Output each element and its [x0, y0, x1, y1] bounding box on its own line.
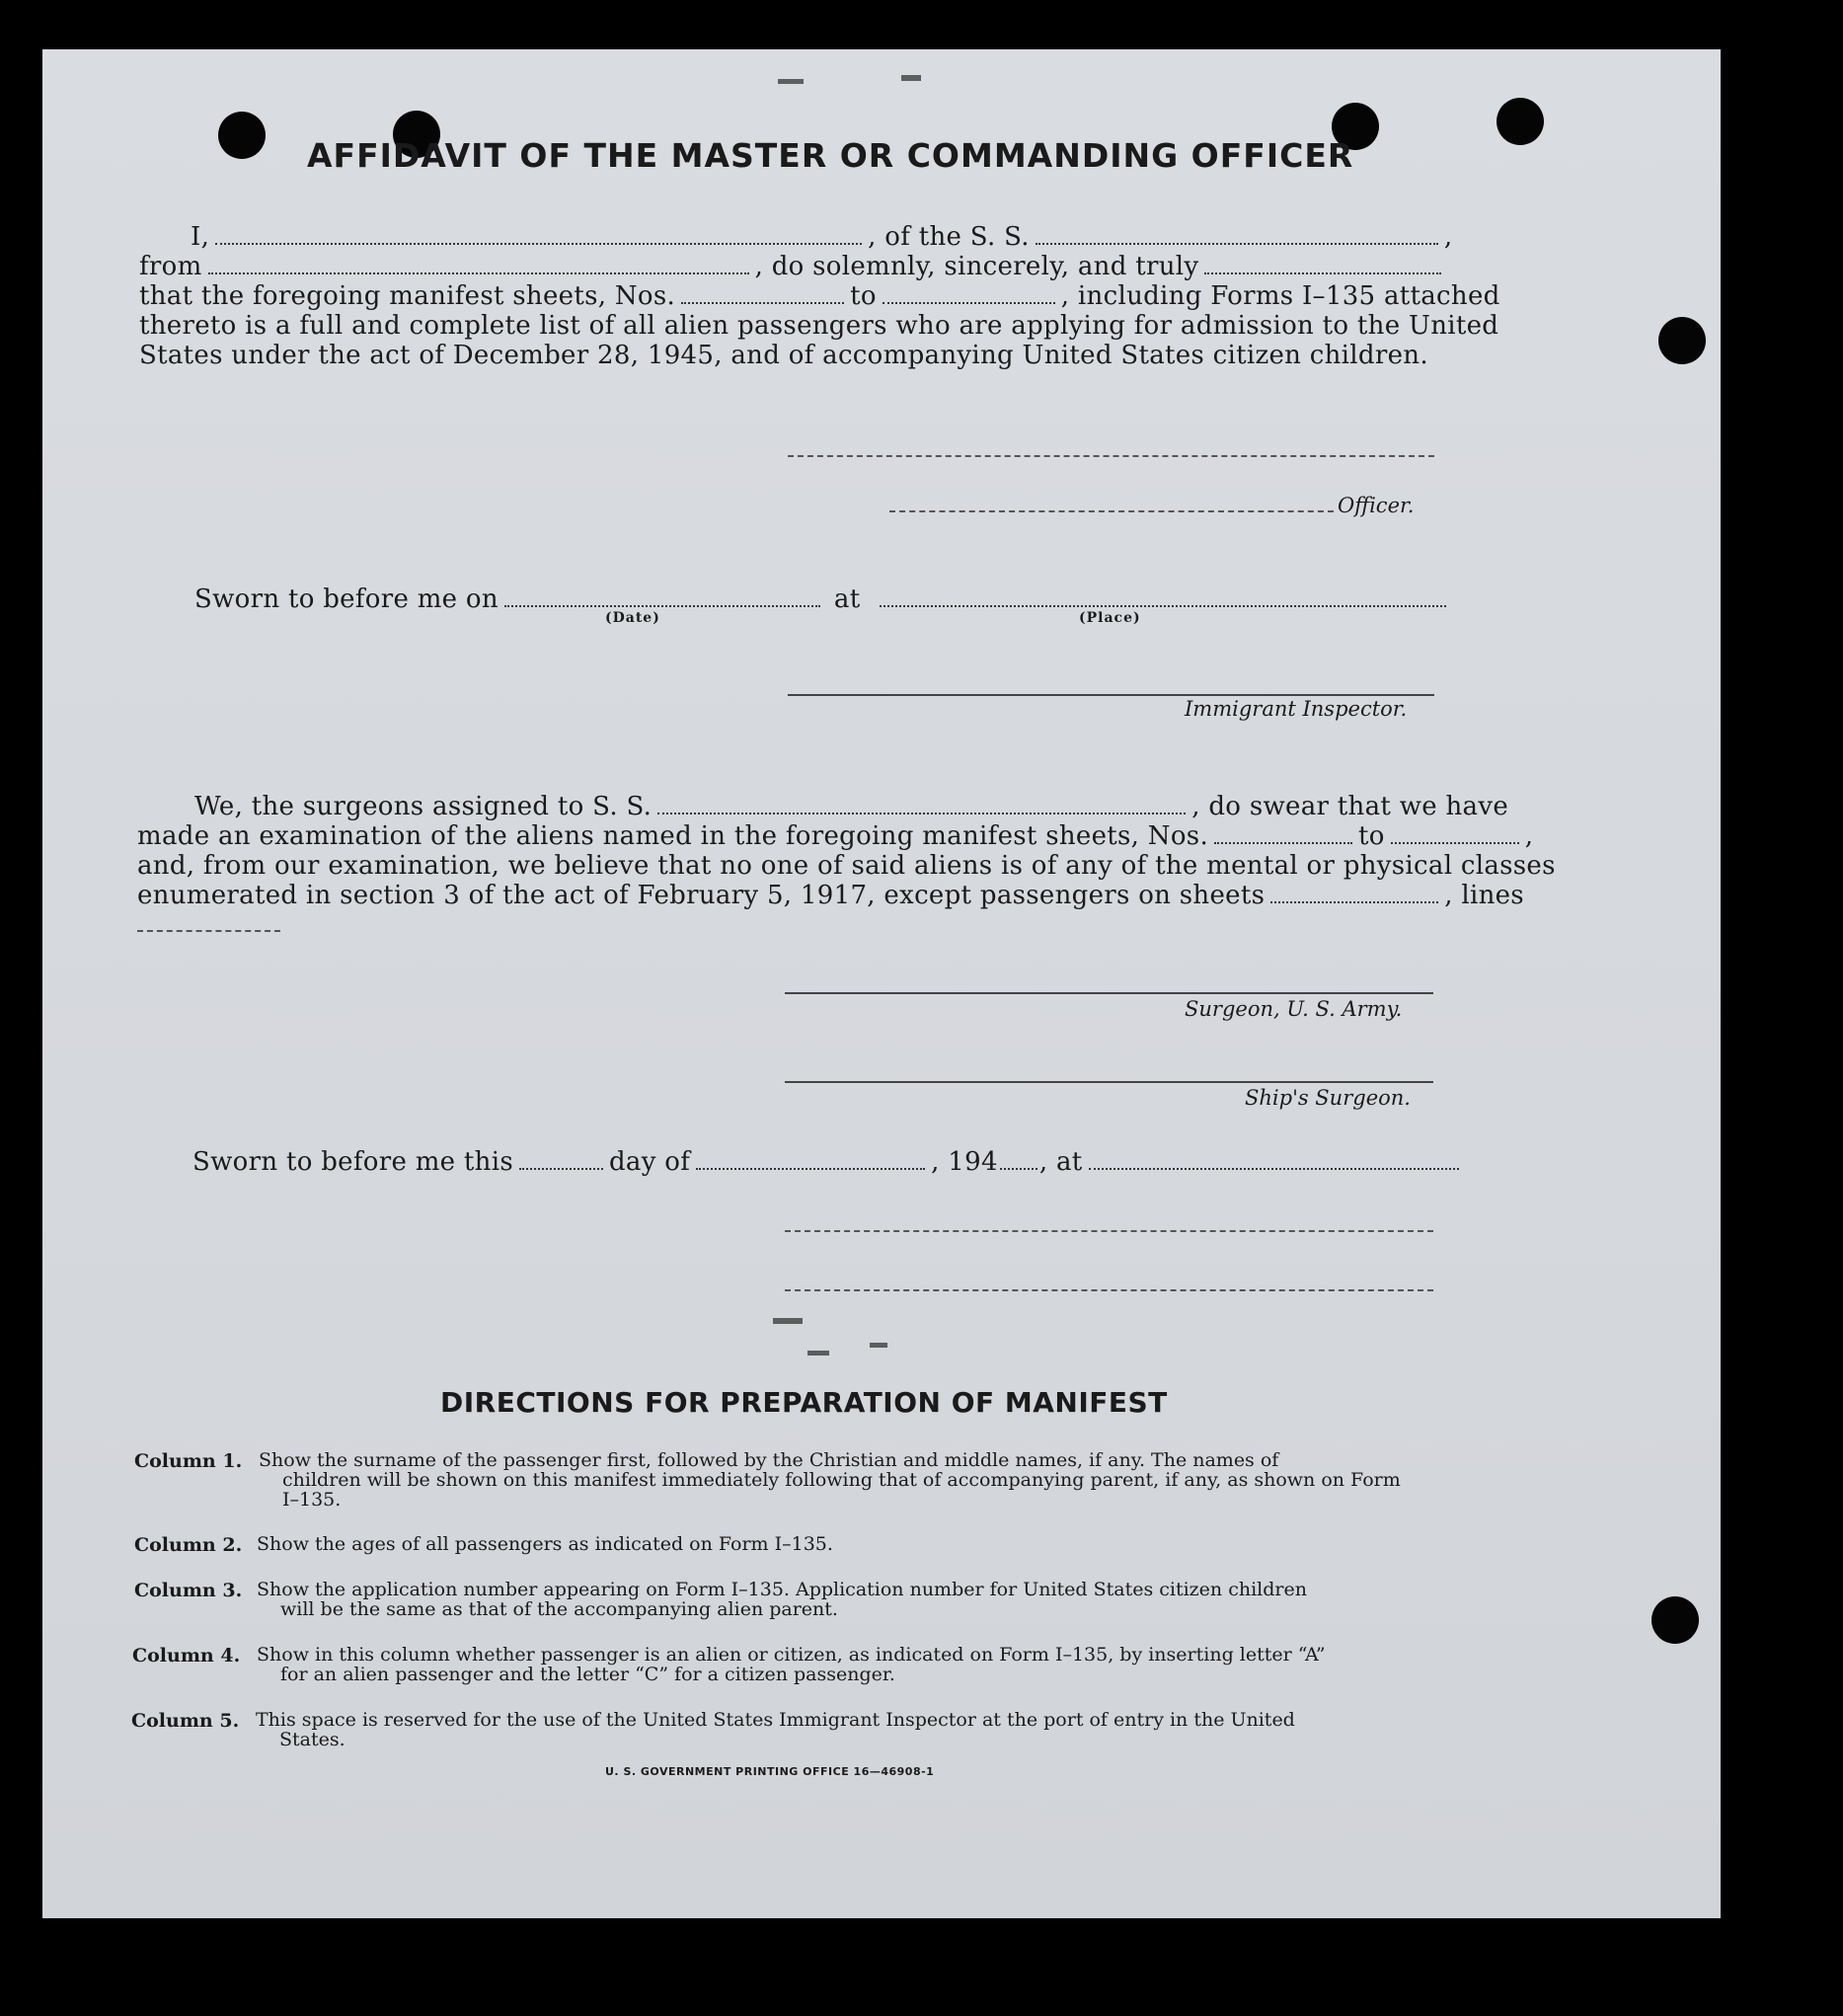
army-surgeon-signature-line[interactable]	[785, 992, 1433, 994]
column-3-text	[257, 1580, 1414, 1619]
sheet-to-blank[interactable]	[883, 301, 1055, 304]
surgeon-ship-blank[interactable]	[657, 812, 1186, 814]
column-3-rest: will be the same as that of the accompanying alien parent.	[280, 1598, 838, 1620]
surgeons-line-1	[194, 792, 1508, 821]
text: , at	[1038, 1147, 1083, 1177]
text: , of the S. S.	[868, 222, 1030, 252]
day-blank[interactable]	[519, 1167, 603, 1170]
officer-label: Officer.	[1338, 494, 1415, 517]
column-4-line1: Show in this column whether passenger is an alien or citizen, as indicated on Form I–135, by inserting letter “A”	[257, 1644, 1326, 1666]
affidavit-line-1	[191, 222, 1452, 252]
column-3-label: Column 3.	[134, 1580, 243, 1601]
text: I,	[191, 222, 210, 252]
text: , do swear that we have	[1191, 792, 1509, 821]
column-1-label: Column 1.	[134, 1450, 243, 1472]
swear-blank[interactable]	[1204, 271, 1441, 274]
column-5-rest: States.	[279, 1729, 346, 1750]
sheets-blank[interactable]	[1270, 900, 1438, 903]
text: that the foregoing manifest sheets, Nos.	[139, 281, 676, 311]
column-5-line1: This space is reserved for the use of the United States Immigrant Inspector at the port of entry in the United	[256, 1709, 1295, 1731]
inspector-label: Immigrant Inspector.	[1185, 697, 1408, 721]
inspector-signature-line[interactable]	[788, 694, 1434, 696]
sworn-date-place-line	[194, 584, 1452, 614]
punch-hole	[218, 112, 266, 159]
ship-surgeon-label: Ship's Surgeon.	[1245, 1086, 1411, 1110]
inspector-signature-line-2[interactable]	[785, 1230, 1433, 1232]
name-blank[interactable]	[215, 242, 862, 245]
document-title: AFFIDAVIT OF THE MASTER OR COMMANDING OFFICER	[307, 136, 1354, 175]
text: , 194	[931, 1147, 998, 1177]
place-blank[interactable]	[880, 604, 1446, 607]
column-4-label: Column 4.	[132, 1645, 241, 1667]
affidavit-line-2	[139, 252, 1447, 281]
text: day of	[608, 1147, 691, 1177]
ink-speck	[778, 79, 804, 84]
date-caption: (Date)	[605, 610, 660, 626]
date-blank[interactable]	[504, 604, 820, 607]
text: Sworn to before me this	[192, 1147, 513, 1177]
affidavit-line-5: States under the act of December 28, 1945, and of accompanying United States citizen children.	[139, 341, 1428, 370]
text: We, the surgeons assigned to S. S.	[194, 792, 653, 821]
text: to	[1358, 821, 1385, 851]
column-2-label: Column 2.	[134, 1534, 243, 1556]
ink-speck	[901, 75, 921, 81]
from-blank[interactable]	[208, 271, 749, 274]
text: , lines	[1444, 881, 1524, 910]
text: made an examination of the aliens named in the foregoing manifest sheets, Nos.	[137, 821, 1209, 851]
column-5-text	[256, 1710, 1413, 1749]
ship-surgeon-signature-line[interactable]	[785, 1081, 1433, 1083]
officer-name-line[interactable]	[889, 510, 1334, 512]
column-5-label: Column 5.	[131, 1710, 240, 1732]
column-3-line1: Show the application number appearing on Form I–135. Application number for United States citizen children	[257, 1579, 1307, 1600]
affidavit-line-3	[139, 281, 1500, 311]
ink-speck	[807, 1351, 829, 1356]
text: ,	[1524, 821, 1534, 851]
place-caption: (Place)	[1079, 610, 1141, 626]
text: from	[139, 252, 202, 281]
surgeon-sheet-to-blank[interactable]	[1391, 841, 1519, 844]
month-blank[interactable]	[696, 1167, 925, 1170]
printer-imprint: U. S. GOVERNMENT PRINTING OFFICE 16—46908-1	[605, 1765, 935, 1778]
location-blank[interactable]	[1089, 1167, 1459, 1170]
text: at	[833, 584, 861, 614]
officer-signature-line[interactable]	[788, 455, 1434, 457]
year-blank[interactable]	[1000, 1167, 1037, 1170]
sworn-day-line	[192, 1147, 1465, 1177]
ink-speck	[773, 1318, 803, 1324]
surgeons-line-4	[137, 881, 1524, 910]
column-2-text	[257, 1534, 1414, 1554]
text: , including Forms I–135 attached	[1060, 281, 1500, 311]
lines-blank[interactable]	[137, 930, 280, 932]
document-page	[42, 49, 1721, 1918]
punch-hole	[1658, 317, 1706, 364]
ship-blank[interactable]	[1036, 242, 1438, 245]
surgeons-line-2	[137, 821, 1533, 851]
column-4-text	[257, 1645, 1414, 1684]
punch-hole	[1497, 98, 1544, 145]
text: Sworn to before me on	[194, 584, 499, 614]
surgeon-sheet-from-blank[interactable]	[1214, 841, 1352, 844]
ink-speck	[870, 1343, 887, 1348]
text: , do solemnly, sincerely, and truly	[754, 252, 1199, 281]
column-1-rest: children will be shown on this manifest immediately following that of accompanying parent, if any, as shown on Form I–135.	[282, 1469, 1401, 1511]
directions-title: DIRECTIONS FOR PREPARATION OF MANIFEST	[440, 1386, 1168, 1419]
inspector-title-line-2[interactable]	[785, 1289, 1433, 1291]
text: enumerated in section 3 of the act of February 5, 1917, except passengers on sheets	[137, 881, 1266, 910]
column-1-text	[259, 1450, 1416, 1510]
army-surgeon-label: Surgeon, U. S. Army.	[1185, 997, 1403, 1021]
affidavit-line-4: thereto is a full and complete list of all alien passengers who are applying for admission to the United	[139, 311, 1499, 341]
surgeons-line-3: and, from our examination, we believe that no one of said aliens is of any of the mental or physical classes	[137, 851, 1556, 881]
punch-hole	[1651, 1596, 1699, 1644]
text: ,	[1443, 222, 1453, 252]
column-1-line1: Show the surname of the passenger first, followed by the Christian and middle names, if any. The names of	[259, 1449, 1279, 1471]
column-4-rest: for an alien passenger and the letter “C” for a citizen passenger.	[280, 1664, 895, 1685]
column-2-line1: Show the ages of all passengers as indicated on Form I–135.	[257, 1533, 833, 1555]
text: to	[850, 281, 877, 311]
sheet-from-blank[interactable]	[681, 301, 844, 304]
